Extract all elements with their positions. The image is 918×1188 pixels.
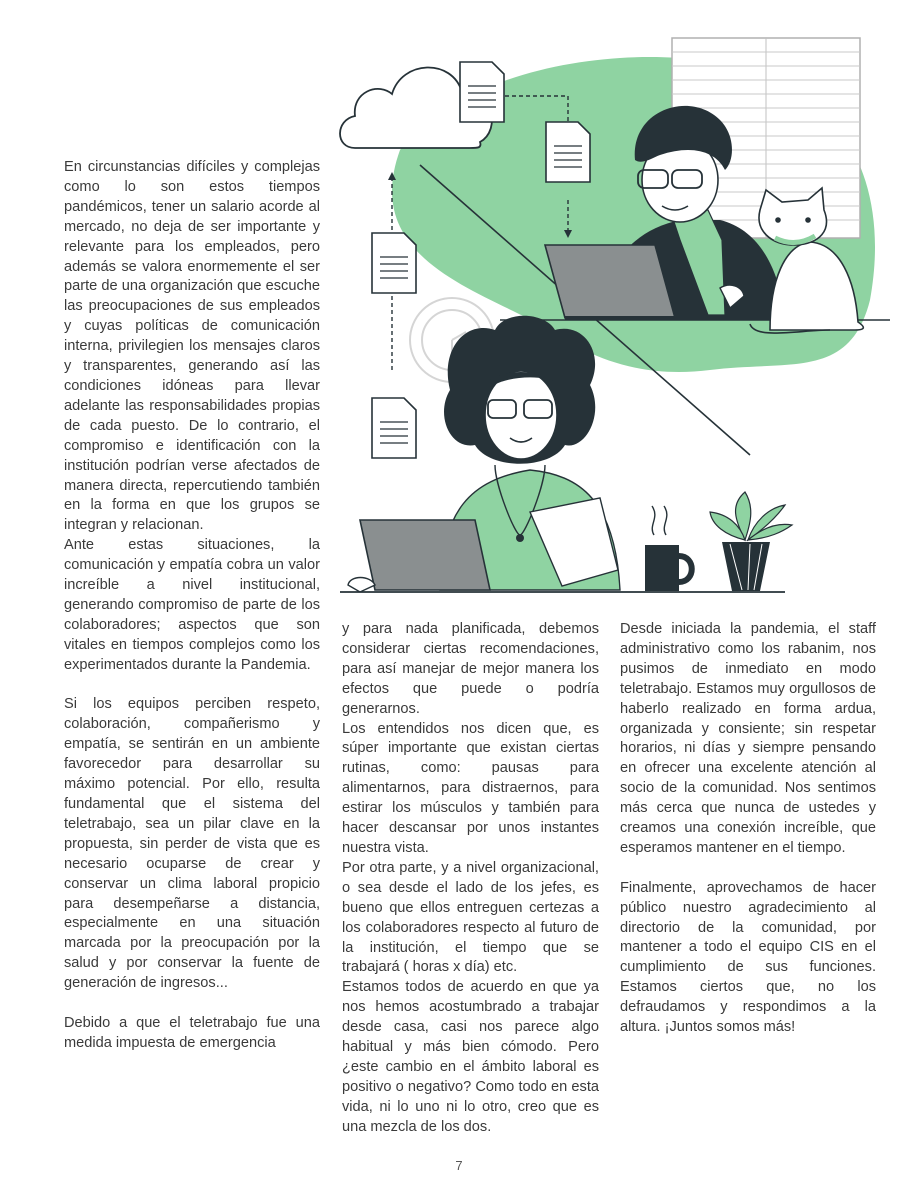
text-column-right — [620, 620, 876, 1038]
document-icon — [372, 233, 416, 293]
document-icon — [460, 62, 504, 122]
paragraph: y para nada planificada, debemos considerar ciertas recomendaciones, para así manejar de mejor manera los efectos que puede o podría generarnos. — [342, 621, 599, 717]
paragraph: Desde iniciada la pandemia, el staff administrativo como los rabanim, nos pusimos de inmediato en modo teletrabajo. Estamos muy orgullosos de haberlo realizado en forma ardua, organizada y consiente; sin respetar horarios, ni días y siempre pensando en ofrecer una excelente atención al socio de la comunidad. Nos sentimos más cerca que nunca de ustedes y creamos una conexión increíble, que esperamos mantener en el tiempo. — [620, 621, 876, 856]
text-column-left — [64, 158, 320, 1054]
paragraph: Los entendidos nos dicen que, es súper importante que existan ciertas rutinas, como: pausas para alimentarnos, para distraernos, para estirar los músculos y también para hacer descansar por unos instantes nuestra vista. — [342, 720, 599, 856]
paragraph: Ante estas situaciones, la comunicación y empatía cobra un valor increíble a nivel institucional, generando compromiso de parte de los colaboradores; aspectos que son vitales en tiempos complejos como los experimentados durante la Pandemia. — [64, 537, 320, 673]
document-icon — [546, 122, 590, 182]
laptop-icon — [348, 520, 490, 592]
paragraph: Finalmente, aprovechamos de hacer público nuestro agradecimiento al directorio de la comunidad, por mantener a todo el equipo CIS en el cumplimiento de sus funciones. Estamos ciertos que, no los defraudamos y respondimos a la altura. ¡Juntos somos más! — [620, 879, 876, 1036]
teleworking-illustration — [330, 30, 890, 610]
text-column-middle — [342, 620, 599, 1138]
paragraph: Por otra parte, y a nivel organizacional, o sea desde el lado de los jefes, es bueno que ellos entreguen certezas a los colaboradores respecto al futuro de la institución, el tiempo que se trabajará ( horas x día) etc. — [342, 859, 599, 976]
potted-plant-icon — [710, 492, 792, 591]
paragraph: En circunstancias difíciles y complejas como lo son estos tiempos pandémicos, tener un salario acorde al mercado, no deja de ser importante y relevante para los empleados, pero además se valora enormemente el ser parte de una organización que escuche las preocupaciones de sus empleados y cuyas políticas de comunicación interna, privilegien los mensajes claros y transparentes, generando así las condiciones idóneas para llevar adelante las responsabilidades propias de cada puesto. De lo contrario, el compromiso e identificación con la institución podrían verse afectados de manera directa, repercutiendo también en la forma en que los grupos se integran y relacionan. — [64, 159, 320, 534]
coffee-mug-icon — [645, 506, 692, 591]
paragraph: Estamos todos de acuerdo en que ya nos hemos acostumbrado a trabajar desde casa, casi nos parece algo habitual y más bien cómodo. Pero ¿este cambio en el ámbito laboral es positivo o negativo? Como todo en esta vida, ni lo uno ni lo otro, creo que es una mezcla de los dos. — [342, 979, 599, 1135]
paragraph: Si los equipos perciben respeto, colaboración, compañerismo y empatía, se sentirán en un ambiente favorecedor para desarrollar su máximo potencial. Por ello, resulta fundamental que el sistema del teletrabajo, sea un pilar clave en la propuesta, sin perder de vista que es necesario ocuparse de crear y conservar un clima laboral propicio para desempeñarse a distancia, especialmente en una situación marcada por la preocupación por la salud y por conservar la fuente de generación de ingresos... — [64, 696, 320, 992]
page-number: 7 — [455, 1158, 463, 1173]
document-icon — [372, 398, 416, 458]
paragraph: Debido a que el teletrabajo fue una medida impuesta de emergencia — [64, 1014, 320, 1051]
